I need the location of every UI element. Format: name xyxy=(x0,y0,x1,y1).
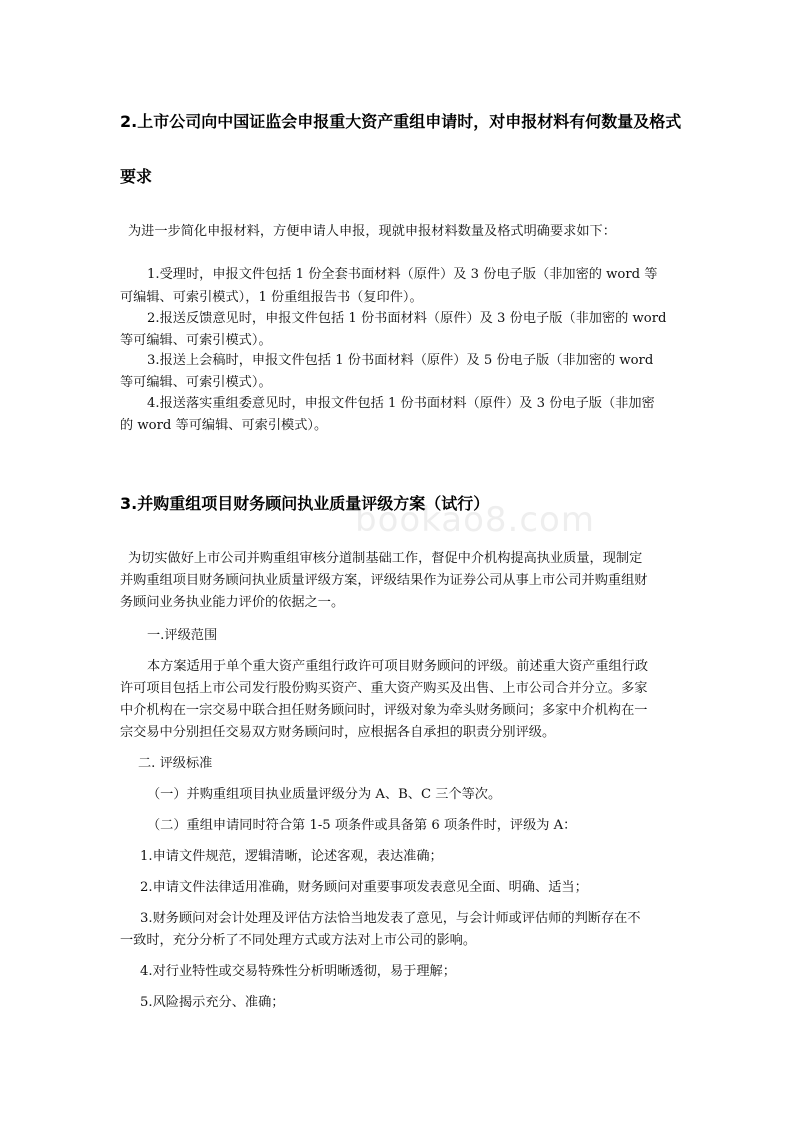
section3-intro-2: 并购重组项目财务顾问执业质量评级方案，评级结果作为证券公司从事上市公司并购重组财 xyxy=(120,573,648,588)
standard-title: 二. 评级标准 xyxy=(138,756,213,771)
scope-line-4: 宗交易中分别担任交易双方财务顾问时，应根据各自承担的职责分别评级。 xyxy=(120,725,556,740)
scope-line-1: 本方案适用于单个重大资产重组行政许可项目财务顾问的评级。前述重大资产重组行政 xyxy=(147,659,649,674)
criteria-2: 2.申请文件法律适用准确，财务顾问对重要事项发表意见全面、明确、适当； xyxy=(140,880,588,895)
section2-item-3b: 等可编辑、可索引模式）。 xyxy=(120,375,272,390)
section2-heading-line1: 2.上市公司向中国证监会申报重大资产重组申请时，对申报材料有何数量及格式 xyxy=(120,112,682,131)
section2-item-2b: 等可编辑、可索引模式）。 xyxy=(120,333,272,348)
section2-heading-line2: 要求 xyxy=(120,167,153,186)
criteria-1: 1.申请文件规范，逻辑清晰，论述客观，表达准确； xyxy=(140,849,443,864)
criteria-5: 5.风险揭示充分、准确； xyxy=(140,995,285,1010)
section3-intro-3: 务顾问业务执业能力评价的依据之一。 xyxy=(120,595,345,610)
section3-intro-1: 为切实做好上市公司并购重组审核分道制基础工作，督促中介机构提高执业质量，现制定 xyxy=(128,551,643,566)
criteria-3b: 一致时，充分分析了不同处理方式或方法对上市公司的影响。 xyxy=(120,933,477,948)
section2-item-1a: 1.受理时，申报文件包括 1 份全套书面材料（原件）及 3 份电子版（非加密的 word 等 xyxy=(147,267,658,282)
scope-line-3: 中介机构在一宗交易中联合担任财务顾问时，评级对象为牵头财务顾问；多家中介机构在一 xyxy=(120,703,648,718)
scope-title: 一.评级范围 xyxy=(147,628,218,643)
criteria-4: 4.对行业特性或交易特殊性分析明晰透彻，易于理解； xyxy=(140,964,456,979)
section2-intro: 为进一步简化申报材料，方便申请人申报，现就申报材料数量及格式明确要求如下： xyxy=(128,224,616,239)
standard-1: （一）并购重组项目执业质量评级分为 A、B、C 三个等次。 xyxy=(147,787,502,802)
section2-item-2a: 2.报送反馈意见时，申报文件包括 1 份书面材料（原件）及 3 份电子版（非加密的 word xyxy=(147,311,667,326)
watermark: bookao8.com xyxy=(355,500,595,540)
section2-item-4b: 的 word 等可编辑、可索引模式）。 xyxy=(120,418,328,433)
criteria-3a: 3.财务顾问对会计处理及评估方法恰当地发表了意见，与会计师或评估师的判断存在不 xyxy=(140,911,641,926)
scope-line-2: 许可项目包括上市公司发行股份购买资产、重大资产购买及出售、上市公司合并分立。多家 xyxy=(120,681,648,696)
section2-item-1b: 可编辑、可索引模式），1 份重组报告书（复印件）。 xyxy=(120,290,423,305)
standard-2: （二）重组申请同时符合第 1-5 项条件或具备第 6 项条件时，评级为 A： xyxy=(147,818,577,833)
section3-heading: 3.并购重组项目财务顾问执业质量评级方案（试行） xyxy=(120,494,490,513)
section2-item-4a: 4.报送落实重组委意见时，申报文件包括 1 份书面材料（原件）及 3 份电子版（非加密 xyxy=(147,396,655,411)
section2-item-3a: 3.报送上会稿时，申报文件包括 1 份书面材料（原件）及 5 份电子版（非加密的 word xyxy=(147,353,654,368)
